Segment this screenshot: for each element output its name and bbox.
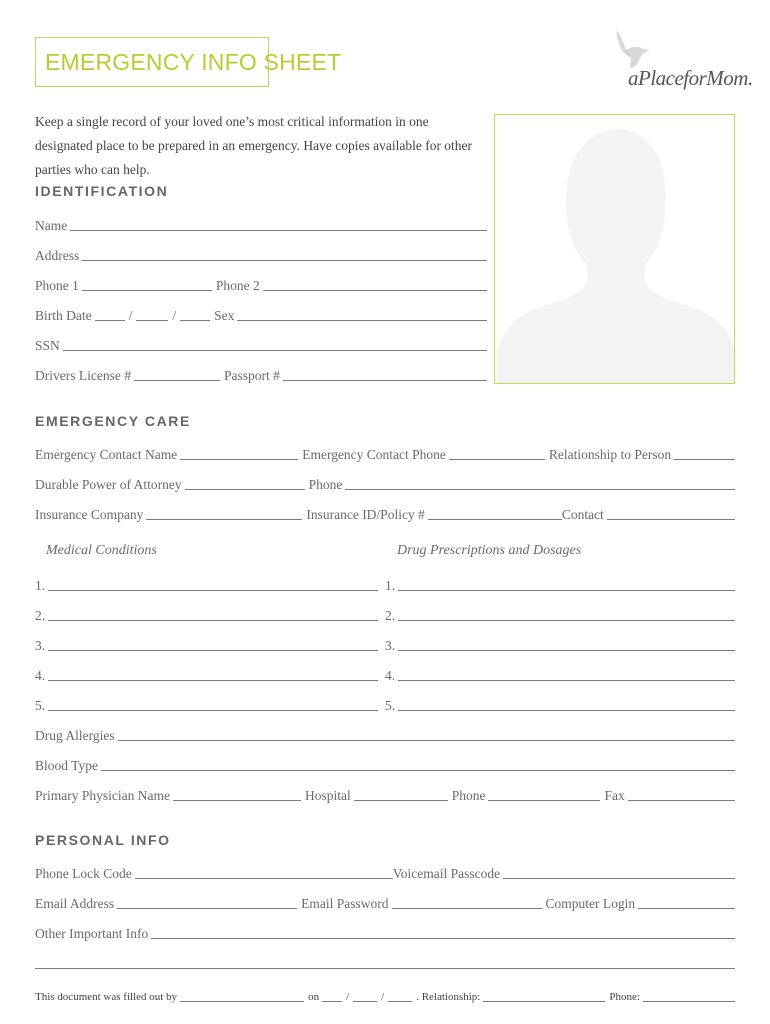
- date-year-field[interactable]: [388, 1001, 412, 1002]
- phone2-field[interactable]: [263, 290, 487, 291]
- medical-conditions-heading: Medical Conditions: [46, 543, 157, 558]
- medical-condition-row: [35, 664, 378, 684]
- drug-allergies-row: [35, 724, 735, 744]
- medical-condition-row: [35, 604, 378, 624]
- drug-prescription-field[interactable]: [398, 680, 735, 681]
- sex-field[interactable]: [237, 320, 487, 321]
- email-password-field[interactable]: [392, 908, 542, 909]
- phone1-label: Phone 1: [35, 278, 79, 293]
- drug-allergies-label: Drug Allergies: [35, 728, 115, 743]
- birth-date-label: Birth Date: [35, 308, 92, 323]
- hospital-field[interactable]: [354, 800, 448, 801]
- date-month-field[interactable]: [322, 1001, 342, 1002]
- phone-lock-row: [35, 862, 735, 882]
- drivers-license-field[interactable]: [134, 380, 220, 381]
- durable-poa-field[interactable]: [185, 489, 305, 490]
- drug-prescription-row: [385, 574, 735, 594]
- primary-physician-field[interactable]: [173, 800, 301, 801]
- section-heading-identification: IDENTIFICATION: [35, 183, 169, 199]
- drug-prescriptions-heading: Drug Prescriptions and Dosages: [397, 543, 582, 558]
- insurance-company-field[interactable]: [146, 519, 302, 520]
- address-field[interactable]: [82, 260, 487, 261]
- date-day-field[interactable]: [353, 1001, 377, 1002]
- voicemail-label: Voicemail Passcode: [392, 866, 501, 881]
- footer-row: [35, 985, 735, 1005]
- date-separator: /: [128, 308, 133, 323]
- physician-phone-label: Phone: [451, 788, 486, 803]
- list-number: 4.: [35, 668, 46, 683]
- date-separator: /: [172, 308, 177, 323]
- poa-phone-field[interactable]: [345, 489, 735, 490]
- list-number: 4.: [385, 668, 396, 683]
- ssn-field[interactable]: [63, 350, 487, 351]
- primary-physician-label: Primary Physician Name: [35, 788, 170, 803]
- name-field[interactable]: [70, 230, 487, 231]
- voicemail-field[interactable]: [503, 878, 735, 879]
- relationship-field[interactable]: [674, 459, 735, 460]
- durable-poa-label: Durable Power of Attorney: [35, 477, 182, 492]
- medical-condition-row: [35, 574, 378, 594]
- contact-label: Contact: [561, 507, 604, 522]
- emergency-contact-phone-label: Emergency Contact Phone: [302, 447, 446, 462]
- blood-type-row: [35, 754, 735, 774]
- list-number: 5.: [385, 698, 396, 713]
- person-silhouette-icon: [495, 115, 735, 384]
- date-separator: /: [346, 991, 350, 1003]
- drug-prescription-row: [385, 634, 735, 654]
- other-info-row: [35, 922, 735, 942]
- email-password-label: Email Password: [301, 896, 389, 911]
- hospital-label: Hospital: [304, 788, 351, 803]
- birth-year-field[interactable]: [180, 320, 210, 321]
- list-number: 1.: [385, 578, 396, 593]
- passport-label: Passport #: [223, 368, 280, 383]
- drivers-license-label: Drivers License #: [35, 368, 131, 383]
- insurance-id-label: Insurance ID/Policy #: [306, 507, 425, 522]
- address-label: Address: [35, 248, 80, 263]
- drug-allergies-field[interactable]: [118, 740, 735, 741]
- phone-lock-label: Phone Lock Code: [35, 866, 132, 881]
- relationship-footer-label: . Relationship:: [416, 991, 481, 1003]
- passport-field[interactable]: [283, 380, 487, 381]
- name-row: [35, 214, 487, 234]
- insurance-id-field[interactable]: [428, 519, 562, 520]
- drug-prescription-row: [385, 694, 735, 714]
- computer-login-field[interactable]: [638, 908, 735, 909]
- phone-footer-field[interactable]: [643, 1001, 735, 1002]
- insurance-row: [35, 503, 735, 523]
- contact-field[interactable]: [607, 519, 735, 520]
- list-number: 3.: [35, 638, 46, 653]
- phone-row: [35, 274, 487, 294]
- phone-lock-field[interactable]: [135, 878, 393, 879]
- other-info-field-extra[interactable]: [35, 968, 735, 969]
- ssn-label: SSN: [35, 338, 60, 353]
- name-label: Name: [35, 218, 68, 233]
- relationship-label: Relationship to Person: [548, 447, 672, 462]
- list-number: 2.: [35, 608, 46, 623]
- other-info-label: Other Important Info: [35, 926, 149, 941]
- fax-label: Fax: [604, 788, 625, 803]
- relationship-footer-field[interactable]: [483, 1001, 605, 1002]
- medical-condition-field[interactable]: [48, 710, 378, 711]
- page-title: EMERGENCY INFO SHEET: [45, 49, 342, 75]
- emergency-contact-phone-field[interactable]: [449, 459, 545, 460]
- medical-condition-field[interactable]: [48, 650, 378, 651]
- computer-login-label: Computer Login: [545, 896, 636, 911]
- emergency-contact-name-field[interactable]: [180, 459, 298, 460]
- fax-field[interactable]: [628, 800, 735, 801]
- email-row: [35, 892, 735, 912]
- drug-prescription-row: [385, 604, 735, 624]
- drug-prescription-field[interactable]: [398, 650, 735, 651]
- medical-condition-row: [35, 634, 378, 654]
- license-row: [35, 364, 487, 384]
- emergency-contact-row: [35, 443, 735, 463]
- filled-by-field[interactable]: [180, 1001, 304, 1002]
- birth-month-field[interactable]: [95, 320, 125, 321]
- medical-condition-row: [35, 694, 378, 714]
- birth-day-field[interactable]: [136, 320, 168, 321]
- drug-prescription-field[interactable]: [398, 710, 735, 711]
- physician-row: [35, 784, 735, 804]
- medical-condition-field[interactable]: [48, 590, 378, 591]
- photo-placeholder[interactable]: [494, 114, 735, 384]
- email-address-field[interactable]: [117, 908, 297, 909]
- title-box: [35, 37, 342, 87]
- intro-text: Keep a single record of your loved one’s most critical information in one designated place to be prepared in an emergency. Have copies available for other parties who can help.: [35, 114, 473, 177]
- section-heading-personal-info: PERSONAL INFO: [35, 832, 171, 848]
- sex-label: Sex: [214, 308, 235, 323]
- date-separator: /: [381, 991, 385, 1003]
- on-label: on: [308, 991, 320, 1003]
- emergency-contact-name-label: Emergency Contact Name: [35, 447, 178, 462]
- ssn-row: [35, 334, 487, 354]
- medical-condition-field[interactable]: [48, 680, 378, 681]
- logo-text: aPlaceforMom.: [628, 66, 753, 90]
- list-number: 2.: [385, 608, 396, 623]
- email-address-label: Email Address: [35, 896, 115, 911]
- blood-type-field[interactable]: [101, 770, 735, 771]
- address-row: [35, 244, 487, 264]
- poa-phone-label: Phone: [308, 477, 343, 492]
- phone-footer-label: Phone:: [609, 991, 640, 1003]
- other-info-field[interactable]: [151, 938, 735, 939]
- blood-type-label: Blood Type: [35, 758, 98, 773]
- poa-row: [35, 473, 735, 493]
- physician-phone-field[interactable]: [488, 800, 600, 801]
- phone2-label: Phone 2: [215, 278, 260, 293]
- list-number: 3.: [385, 638, 396, 653]
- drug-prescription-field[interactable]: [398, 620, 735, 621]
- phone1-field[interactable]: [82, 290, 212, 291]
- list-number: 1.: [35, 578, 46, 593]
- section-heading-emergency-care: EMERGENCY CARE: [35, 413, 191, 429]
- birth-sex-row: [35, 304, 487, 324]
- drug-prescription-row: [385, 664, 735, 684]
- medical-condition-field[interactable]: [48, 620, 378, 621]
- logo: [610, 28, 753, 98]
- other-info-row-2: [35, 952, 735, 972]
- list-number: 5.: [35, 698, 46, 713]
- insurance-company-label: Insurance Company: [35, 507, 144, 522]
- filled-by-label: This document was filled out by: [35, 991, 178, 1003]
- drug-prescription-field[interactable]: [398, 590, 735, 591]
